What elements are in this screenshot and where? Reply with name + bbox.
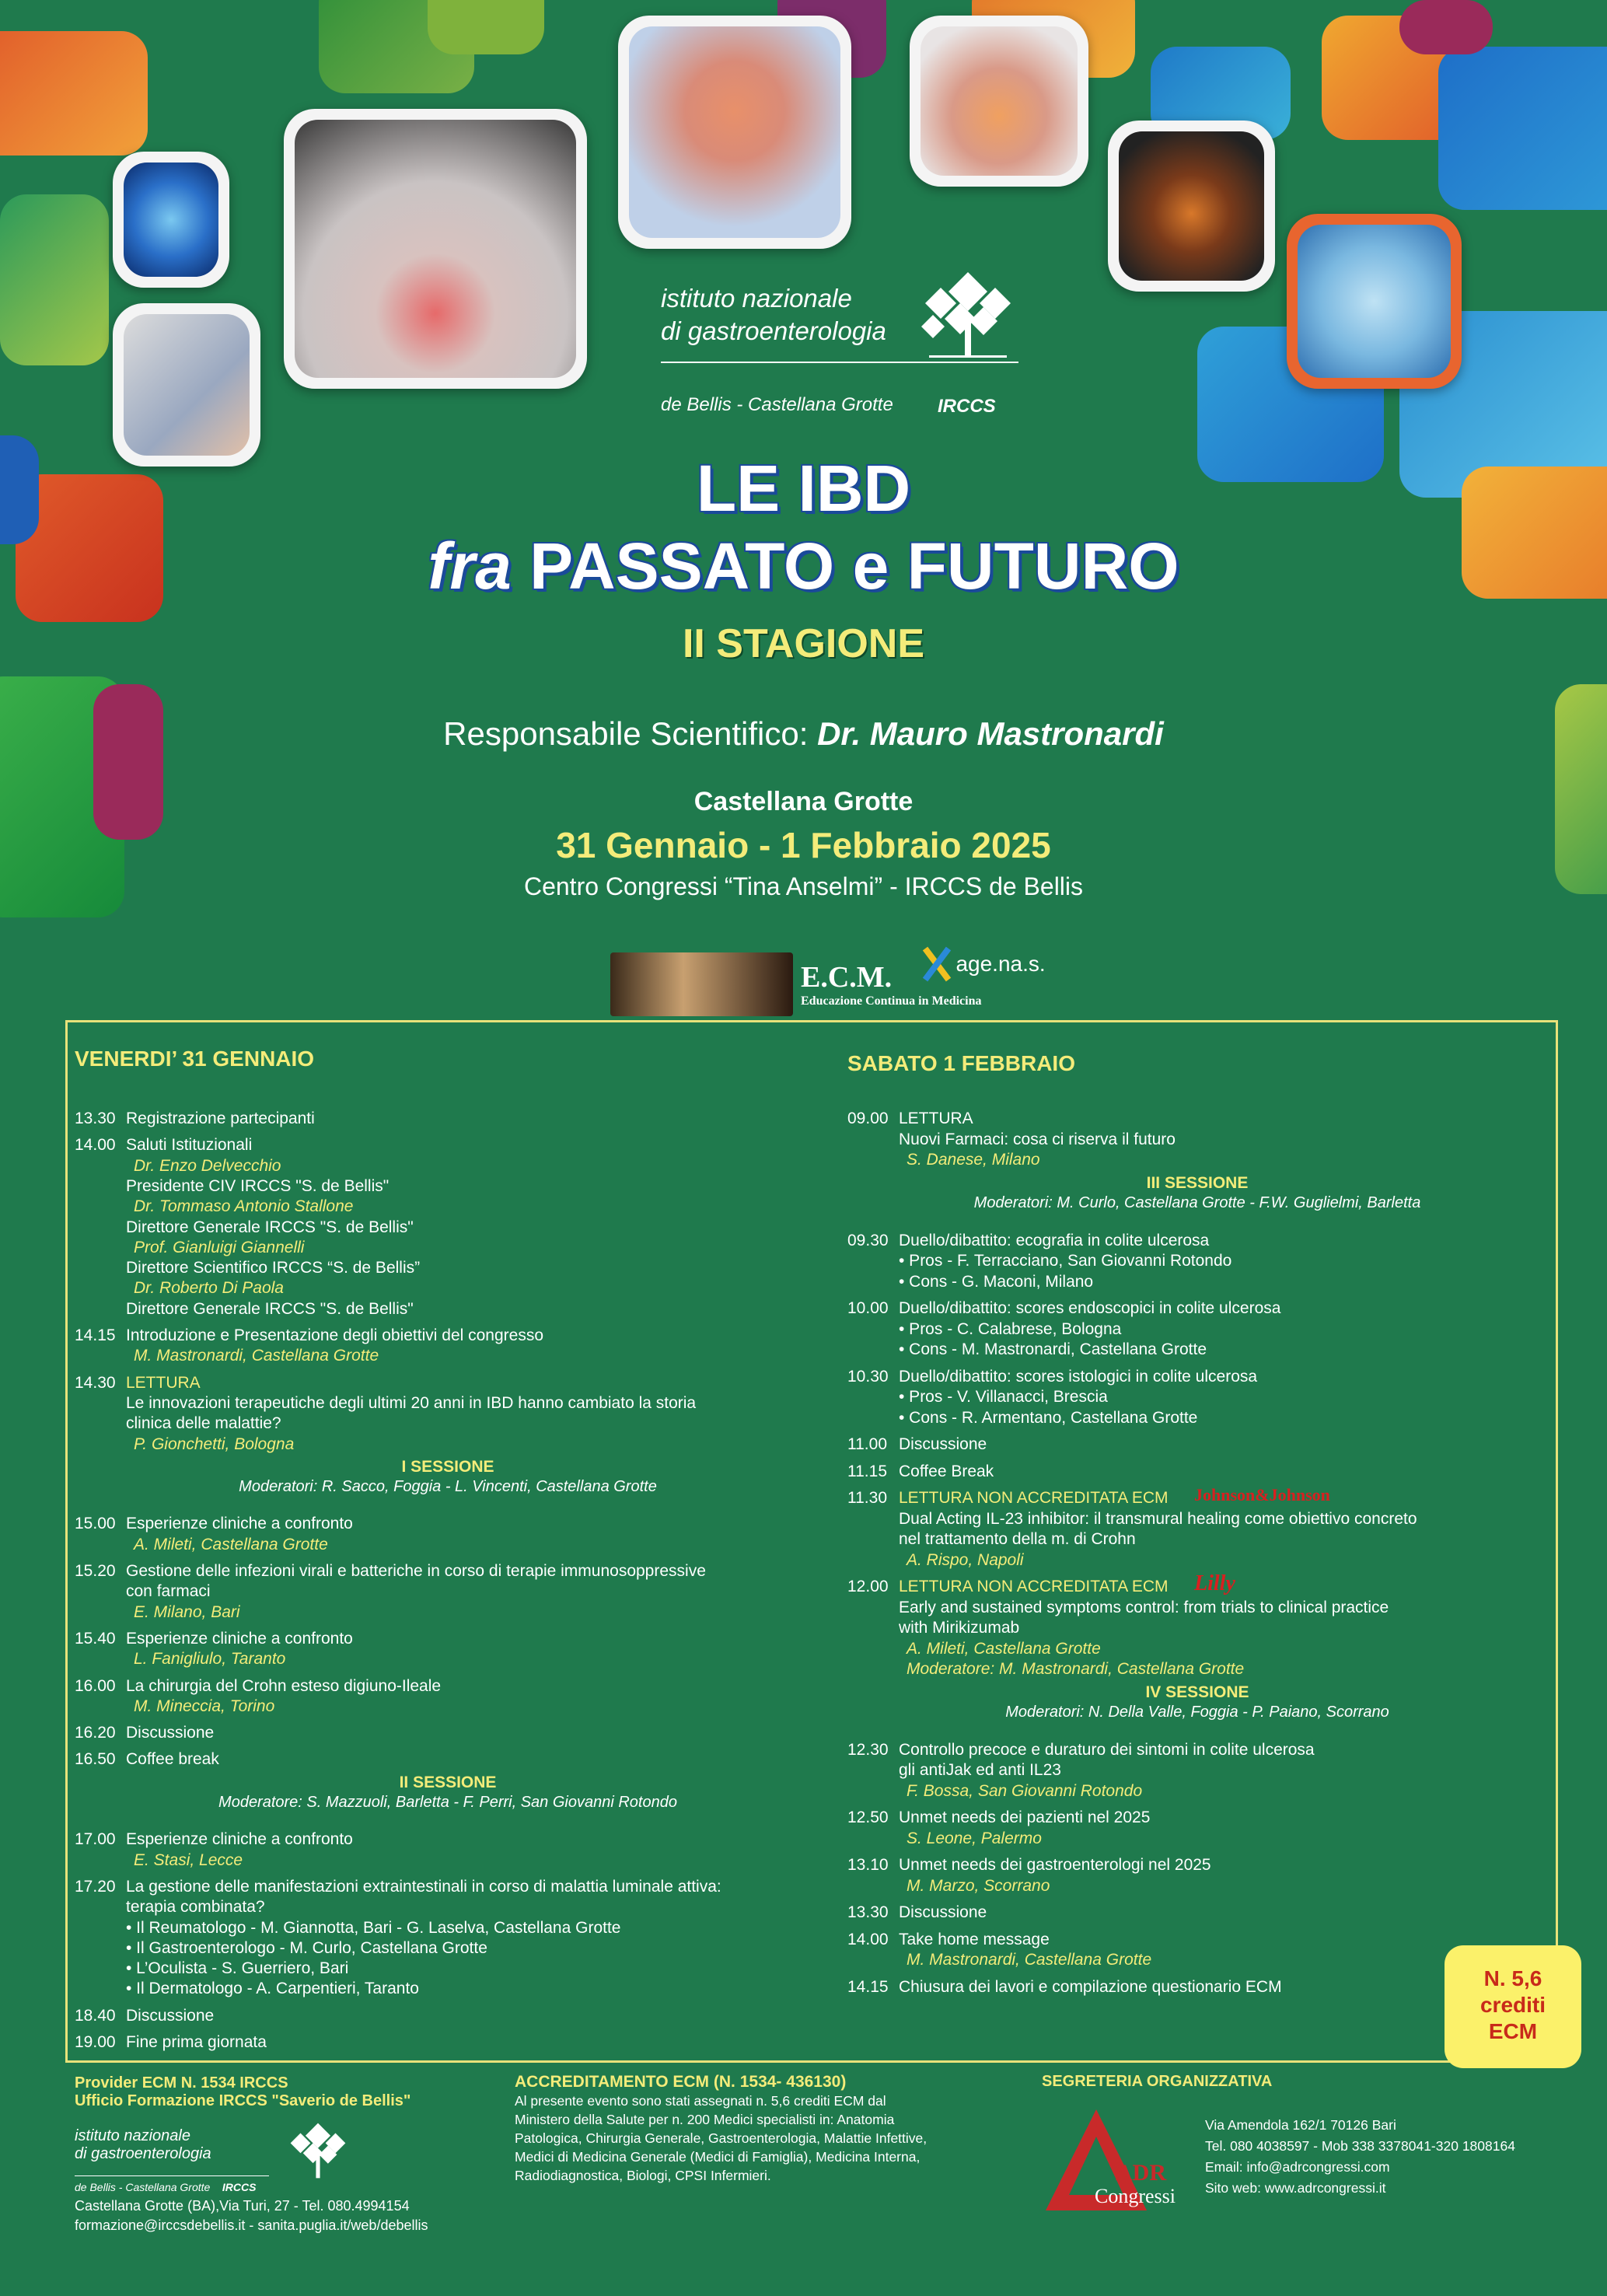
schedule-row bbox=[75, 1877, 821, 1897]
schedule-time: 15.20 bbox=[75, 1562, 116, 1580]
photo-ultrasound bbox=[113, 303, 260, 467]
schedule-row bbox=[75, 1723, 821, 1743]
schedule-text: Saluti Istituzionali bbox=[126, 1136, 253, 1155]
schedule-row bbox=[75, 1299, 821, 1319]
schedule-row bbox=[75, 1561, 821, 1581]
schedule-row bbox=[75, 1897, 821, 1917]
schedule-row bbox=[75, 1373, 821, 1393]
schedule-time: 14.15 bbox=[847, 1977, 889, 1996]
schedule-text: M. Mastronardi, Castellana Grotte bbox=[134, 1347, 379, 1365]
schedule-text: Nuovi Farmaci: cosa ci riserva il futuro bbox=[899, 1130, 1176, 1148]
schedule-time: 16.00 bbox=[75, 1676, 116, 1695]
photo-stomach-pain bbox=[910, 16, 1088, 187]
schedule-text: • Pros - V. Villanacci, Brescia bbox=[899, 1388, 1108, 1406]
schedule-text: • Cons - R. Armentano, Castellana Grotte bbox=[899, 1408, 1198, 1427]
schedule-row bbox=[847, 1509, 1547, 1530]
schedule-time: 13.10 bbox=[847, 1856, 889, 1874]
responsible-name: Dr. Mauro Mastronardi bbox=[817, 715, 1164, 752]
schedule-text: Dual Acting IL-23 inhibitor: il transmural healing come obiettivo concreto bbox=[899, 1509, 1417, 1528]
schedule-row bbox=[75, 1197, 821, 1217]
schedule-text: Chiusura dei lavori e compilazione questionario ECM bbox=[899, 1977, 1282, 1996]
schedule-text: A. Rispo, Napoli bbox=[907, 1550, 1024, 1569]
schedule-row bbox=[75, 1346, 821, 1366]
schedule-row bbox=[75, 1979, 821, 1999]
schedule-text: F. Bossa, San Giovanni Rotondo bbox=[907, 1781, 1143, 1800]
secretariat-line: Via Amendola 162/1 70126 Bari bbox=[1205, 2117, 1396, 2133]
footer-provider bbox=[75, 2074, 510, 2234]
schedule-text: nel trattamento della m. di Crohn bbox=[899, 1530, 1136, 1548]
schedule-row bbox=[847, 1462, 1547, 1483]
schedule-row bbox=[847, 1340, 1547, 1361]
schedule-text: Duello/dibattito: scores endoscopici in colite ulcerosa bbox=[899, 1299, 1281, 1317]
deco-tile bbox=[0, 31, 148, 156]
schedule-text: Prof. Gianluigi Giannelli bbox=[134, 1238, 305, 1256]
title-season: II STAGIONE bbox=[682, 621, 925, 666]
schedule-row bbox=[847, 1950, 1547, 1971]
schedule-row bbox=[847, 1760, 1547, 1781]
schedule-row bbox=[75, 1918, 821, 1938]
title-passato-futuro: PASSATO e FUTURO bbox=[529, 529, 1179, 603]
adr-logo bbox=[1042, 2106, 1197, 2222]
credits-badge bbox=[1445, 1945, 1581, 2068]
schedule-text: M. Mineccia, Torino bbox=[134, 1697, 275, 1715]
schedule-row bbox=[75, 1258, 821, 1278]
provider-address: Castellana Grotte (BA),Via Turi, 27 - Tel. 080.4994154 bbox=[75, 2198, 410, 2214]
schedule-time: 14.30 bbox=[75, 1373, 116, 1392]
schedule-text: Duello/dibattito: scores istologici in colite ulcerosa bbox=[899, 1367, 1258, 1386]
schedule-row bbox=[847, 1408, 1547, 1429]
event-dates: 31 Gennaio - 1 Febbraio 2025 bbox=[556, 825, 1051, 865]
session-title: I SESSIONE bbox=[401, 1457, 494, 1476]
schedule-text: Fine prima giornata bbox=[126, 2033, 267, 2051]
schedule-text: Discussione bbox=[126, 1724, 215, 1742]
schedule-text: Controllo precoce e duraturo dei sintomi in colite ulcerosa bbox=[899, 1740, 1315, 1759]
schedule-row bbox=[75, 1109, 821, 1129]
footer-secretariat bbox=[1042, 2073, 1586, 2228]
schedule-row bbox=[847, 1298, 1547, 1319]
schedule-text: A. Mileti, Castellana Grotte bbox=[907, 1639, 1101, 1658]
schedule-text: terapia combinata? bbox=[126, 1898, 265, 1917]
ecm-image bbox=[610, 952, 793, 1016]
accreditation-line: Ministero della Salute per n. 200 Medici specialisti in: Anatomia bbox=[515, 2112, 895, 2127]
schedule-text: • Cons - M. Mastronardi, Castellana Grotte bbox=[899, 1340, 1207, 1358]
schedule-row bbox=[847, 1231, 1547, 1252]
title-fra: fra bbox=[428, 529, 512, 603]
schedule-time: 11.00 bbox=[847, 1435, 887, 1453]
session-title: III SESSIONE bbox=[1146, 1173, 1249, 1192]
footer-accreditation bbox=[515, 2073, 989, 2185]
schedule-row bbox=[847, 1435, 1547, 1456]
schedule-row bbox=[847, 1930, 1547, 1951]
schedule-text: Dr. Enzo Delvecchio bbox=[134, 1156, 281, 1175]
schedule-text: Unmet needs dei pazienti nel 2025 bbox=[899, 1808, 1151, 1826]
schedule-row bbox=[847, 1829, 1547, 1850]
session-moderators: Moderatori: R. Sacco, Foggia - L. Vincenti, Castellana Grotte bbox=[239, 1478, 657, 1496]
ecm-title: E.C.M. bbox=[801, 961, 893, 994]
provider-line1: Provider ECM N. 1534 IRCCS bbox=[75, 2074, 288, 2092]
schedule-row bbox=[75, 1535, 821, 1555]
schedule-text: Direttore Generale IRCCS "S. de Bellis" bbox=[126, 1299, 414, 1318]
schedule-text: • Pros - C. Calabrese, Bologna bbox=[899, 1319, 1122, 1338]
schedule-time: 15.40 bbox=[75, 1629, 116, 1648]
tree-icon bbox=[914, 268, 1022, 362]
schedule-row bbox=[75, 1581, 821, 1602]
schedule-time: 15.00 bbox=[75, 1515, 116, 1533]
schedule-row bbox=[75, 1135, 821, 1155]
schedule-time: 17.00 bbox=[75, 1830, 116, 1849]
deco-tile bbox=[1438, 47, 1607, 210]
agenas-logo bbox=[921, 945, 1046, 984]
schedule-row bbox=[75, 1414, 821, 1434]
schedule-text: con farmaci bbox=[126, 1582, 211, 1601]
session-moderators: Moderatori: N. Della Valle, Foggia - P. Paiano, Scorrano bbox=[1005, 1704, 1389, 1721]
schedule-row bbox=[75, 1278, 821, 1298]
schedule-time: 16.50 bbox=[75, 1750, 116, 1769]
schedule-row bbox=[847, 1659, 1547, 1680]
schedule-text: Introduzione e Presentazione degli obiettivi del congresso bbox=[126, 1326, 544, 1344]
secretariat-website[interactable]: Sito web: www.adrcongressi.it bbox=[1205, 2180, 1386, 2196]
schedule-row bbox=[75, 1676, 821, 1697]
schedule-row bbox=[847, 1740, 1547, 1761]
schedule-row bbox=[75, 1393, 821, 1414]
event-venue: Centro Congressi “Tina Anselmi” - IRCCS de Bellis bbox=[523, 872, 1084, 900]
schedule-text: La gestione delle manifestazioni extraintestinali in corso di malattia luminale attiva: bbox=[126, 1877, 721, 1896]
schedule-text: LETTURA NON ACCREDITATA ECM bbox=[899, 1489, 1169, 1507]
schedule-text: Direttore Generale IRCCS "S. de Bellis" bbox=[126, 1218, 414, 1236]
schedule-text: with Mirikizumab bbox=[899, 1619, 1020, 1637]
schedule-text: LETTURA bbox=[126, 1373, 201, 1392]
schedule-time: 11.30 bbox=[847, 1489, 887, 1507]
deco-tile bbox=[0, 194, 109, 365]
schedule-row bbox=[75, 1176, 821, 1197]
responsible-label: Responsabile Scientifico: bbox=[443, 715, 809, 752]
session-title: IV SESSIONE bbox=[1145, 1683, 1249, 1701]
schedule-time: 10.30 bbox=[847, 1367, 889, 1386]
ecm-subtitle: Educazione Continua in Medicina bbox=[801, 994, 982, 1008]
photo-intestine-xray bbox=[113, 152, 229, 288]
schedule-row bbox=[847, 1977, 1547, 1998]
schedule-text: LETTURA NON ACCREDITATA ECM bbox=[899, 1578, 1169, 1595]
schedule-row bbox=[847, 1130, 1547, 1151]
schedule-row bbox=[847, 1903, 1547, 1924]
schedule-time: 10.00 bbox=[847, 1299, 889, 1317]
schedule-row bbox=[847, 1876, 1547, 1897]
accreditation-title: ACCREDITAMENTO ECM (N. 1534- 436130) bbox=[515, 2073, 847, 2091]
institute-name-line3: de Bellis - Castellana Grotte bbox=[661, 394, 893, 415]
schedule-time: 12.50 bbox=[847, 1808, 889, 1826]
schedule-time: 13.30 bbox=[847, 1903, 889, 1921]
accreditation-line: Medici di Medicina Generale (Medici di Famiglia), Medicina Interna, bbox=[515, 2149, 921, 2165]
schedule-text: L. Fanigliulo, Taranto bbox=[134, 1650, 286, 1669]
schedule-text: P. Gionchetti, Bologna bbox=[134, 1435, 295, 1453]
photo-abdominal-pain bbox=[284, 109, 587, 389]
schedule-text: S. Leone, Palermo bbox=[907, 1829, 1042, 1847]
schedule-row bbox=[847, 1109, 1547, 1130]
sponsor-logo: Johnson&Johnson bbox=[1194, 1485, 1330, 1504]
schedule-row bbox=[75, 1850, 821, 1871]
day2-title: SABATO 1 FEBBRAIO bbox=[847, 1051, 1075, 1075]
schedule-row bbox=[75, 1602, 821, 1623]
photo-digestive-organs bbox=[618, 16, 851, 249]
schedule-row bbox=[75, 1959, 821, 1979]
schedule-row bbox=[847, 1618, 1547, 1639]
schedule-time: 18.40 bbox=[75, 2006, 116, 2025]
event-city: Castellana Grotte bbox=[693, 787, 914, 816]
schedule-text: E. Stasi, Lecce bbox=[134, 1850, 243, 1869]
schedule-row bbox=[847, 1781, 1547, 1802]
provider-line2: Ufficio Formazione IRCCS "Saverio de Bellis" bbox=[75, 2092, 411, 2109]
schedule-text: Moderatore: M. Mastronardi, Castellana Grotte bbox=[907, 1660, 1245, 1678]
schedule-row bbox=[75, 2006, 821, 2026]
accreditation-line: Patologica, Chirurgia Generale, Gastroenterologia, Malattie Infettive, bbox=[515, 2130, 928, 2146]
schedule-text: Discussione bbox=[899, 1435, 987, 1453]
schedule-row bbox=[75, 1749, 821, 1770]
schedule-text: La chirurgia del Crohn esteso digiuno-Ileale bbox=[126, 1676, 442, 1695]
secretariat-email[interactable]: Email: info@adrcongressi.com bbox=[1205, 2159, 1390, 2175]
schedule-time: 14.15 bbox=[75, 1326, 116, 1344]
secretariat-line: Tel. 080 4038597 - Mob 338 3378041-320 1808164 bbox=[1205, 2138, 1515, 2154]
schedule-text: Discussione bbox=[126, 2006, 215, 2025]
schedule-row bbox=[75, 1629, 821, 1649]
schedule-row bbox=[847, 1639, 1547, 1660]
schedule-text: • Il Dermatologo - A. Carpentieri, Taranto bbox=[126, 1980, 419, 1998]
day1-schedule bbox=[75, 1109, 821, 2050]
schedule-text: • Pros - F. Terracciano, San Giovanni Rotondo bbox=[899, 1252, 1232, 1270]
institute-logo bbox=[661, 284, 1026, 424]
schedule-text: Le innovazioni terapeutiche degli ultimi 20 anni in IBD hanno cambiato la storia bbox=[126, 1393, 697, 1412]
schedule-time: 16.20 bbox=[75, 1724, 116, 1742]
schedule-time: 17.20 bbox=[75, 1877, 116, 1896]
schedule-row bbox=[847, 1150, 1547, 1171]
schedule-text: • Il Reumatologo - M. Giannotta, Bari - G. Laselva, Castellana Grotte bbox=[126, 1918, 621, 1937]
schedule-row bbox=[75, 1697, 821, 1717]
schedule-row bbox=[75, 1156, 821, 1176]
schedule-time: 14.00 bbox=[75, 1136, 116, 1155]
photo-intestine-blue bbox=[1287, 214, 1462, 389]
schedule-text: Dr. Roberto Di Paola bbox=[134, 1279, 284, 1298]
adr-text: ADR bbox=[1116, 2160, 1166, 2186]
schedule-text: Esperienze cliniche a confronto bbox=[126, 1830, 353, 1849]
schedule-time: 19.00 bbox=[75, 2033, 116, 2051]
schedule-time: 09.30 bbox=[847, 1231, 889, 1249]
schedule-row bbox=[847, 1598, 1547, 1619]
session-moderators: Moderatore: S. Mazzuoli, Barletta - F. Perri, San Giovanni Rotondo bbox=[218, 1794, 677, 1811]
schedule-text: Duello/dibattito: ecografia in colite ulcerosa bbox=[899, 1231, 1210, 1249]
schedule-row bbox=[75, 1829, 821, 1850]
title-line1: LE IBD bbox=[696, 452, 911, 525]
provider-contacts: formazione@irccsdebellis.it - sanita.puglia.it/web/debellis bbox=[75, 2217, 428, 2233]
sponsor-logo: Lilly bbox=[1194, 1571, 1235, 1595]
schedule-time: 14.00 bbox=[847, 1930, 889, 1948]
photo-intestine-scan bbox=[1108, 121, 1275, 292]
provider-institute-line2: di gastroenterologia bbox=[75, 2145, 211, 2162]
schedule-time: 09.00 bbox=[847, 1110, 889, 1127]
schedule-text: Take home message bbox=[899, 1930, 1050, 1948]
provider-institute-line3: de Bellis - Castellana Grotte IRCCS bbox=[75, 2181, 257, 2193]
schedule-text: Registrazione partecipanti bbox=[126, 1110, 315, 1127]
schedule-time: 12.30 bbox=[847, 1740, 889, 1759]
credits-line1: N. 5,6 bbox=[1483, 1966, 1542, 1990]
schedule-text: gli antiJak ed anti IL23 bbox=[899, 1761, 1061, 1779]
schedule-text: Coffee break bbox=[126, 1750, 219, 1769]
agenas-text: age.na.s. bbox=[955, 952, 1046, 976]
session-moderators: Moderatori: M. Curlo, Castellana Grotte - F.W. Guglielmi, Barletta bbox=[973, 1194, 1421, 1211]
congressi-text: Congressi bbox=[1095, 2185, 1176, 2207]
schedule-row bbox=[847, 1251, 1547, 1272]
schedule-time: 13.30 bbox=[75, 1110, 116, 1127]
schedule-row bbox=[847, 1855, 1547, 1876]
schedule-row bbox=[847, 1387, 1547, 1408]
schedule-row bbox=[847, 1550, 1547, 1571]
schedule-row bbox=[847, 1319, 1547, 1340]
schedule-row bbox=[75, 1218, 821, 1238]
schedule-row bbox=[75, 2032, 821, 2053]
deco-tile bbox=[1399, 0, 1493, 54]
provider-institute-line1: istituto nazionale bbox=[75, 2127, 190, 2144]
accreditation-line: Radiodiagnostica, Biologi, CPSI Infermieri. bbox=[515, 2168, 771, 2183]
schedule-time: 11.15 bbox=[847, 1462, 887, 1480]
schedule-row bbox=[847, 1272, 1547, 1293]
credits-line2: crediti bbox=[1479, 1993, 1546, 2017]
agenas-icon bbox=[921, 945, 952, 984]
schedule-row bbox=[75, 1238, 821, 1258]
day2-schedule bbox=[847, 1109, 1547, 2026]
schedule-row bbox=[847, 1367, 1547, 1388]
credits-line3: ECM bbox=[1488, 2019, 1538, 2043]
schedule-text: Presidente CIV IRCCS "S. de Bellis" bbox=[126, 1176, 390, 1195]
institute-irccs: IRCCS bbox=[938, 396, 996, 417]
institute-name-line1: istituto nazionale bbox=[661, 284, 852, 313]
schedule-text: • L’Oculista - S. Guerriero, Bari bbox=[126, 1959, 349, 1978]
secretariat-address bbox=[1205, 2115, 1515, 2199]
deco-tile bbox=[428, 0, 544, 54]
schedule-text: clinica delle malattie? bbox=[126, 1414, 281, 1433]
accreditation-line: Al presente evento sono stati assegnati n. 5,6 crediti ECM dal bbox=[515, 2093, 886, 2109]
schedule-text: Dr. Tommaso Antonio Stallone bbox=[134, 1197, 354, 1216]
schedule-text: Esperienze cliniche a confronto bbox=[126, 1515, 353, 1533]
schedule-row bbox=[847, 1808, 1547, 1829]
schedule-row bbox=[75, 1435, 821, 1455]
schedule-text: Early and sustained symptoms control: from trials to clinical practice bbox=[899, 1598, 1389, 1616]
schedule-text: Coffee Break bbox=[899, 1462, 994, 1480]
schedule-row bbox=[847, 1529, 1547, 1550]
schedule-text: M. Marzo, Scorrano bbox=[907, 1876, 1050, 1895]
schedule-row bbox=[75, 1938, 821, 1959]
schedule-row bbox=[75, 1649, 821, 1669]
responsible bbox=[0, 715, 1607, 753]
schedule-text: S. Danese, Milano bbox=[907, 1151, 1040, 1169]
schedule-text: A. Mileti, Castellana Grotte bbox=[134, 1535, 328, 1553]
schedule-text: Discussione bbox=[899, 1903, 987, 1921]
schedule-text: • Il Gastroenterologo - M. Curlo, Castellana Grotte bbox=[126, 1938, 487, 1957]
schedule-text: Unmet needs dei gastroenterologi nel 2025 bbox=[899, 1856, 1211, 1874]
day1-title: VENERDI’ 31 GENNAIO bbox=[75, 1047, 315, 1071]
schedule-text: E. Milano, Bari bbox=[134, 1602, 240, 1621]
schedule-row bbox=[847, 1571, 1547, 1598]
schedule-row bbox=[847, 1485, 1547, 1509]
schedule-text: Gestione delle infezioni virali e batteriche in corso di terapie immunosoppressive bbox=[126, 1562, 706, 1580]
institute-name-line2: di gastroenterologia bbox=[661, 316, 886, 345]
schedule-row bbox=[75, 1326, 821, 1346]
secretariat-title: SEGRETERIA ORGANIZZATIVA bbox=[1042, 2073, 1273, 2090]
session-title: II SESSIONE bbox=[399, 1773, 497, 1791]
tree-icon bbox=[283, 2120, 353, 2182]
schedule-time: 12.00 bbox=[847, 1578, 889, 1595]
schedule-text: • Cons - G. Maconi, Milano bbox=[899, 1272, 1094, 1291]
title-line2 bbox=[0, 529, 1607, 604]
schedule-text: M. Mastronardi, Castellana Grotte bbox=[907, 1951, 1152, 1969]
schedule-row bbox=[75, 1514, 821, 1534]
schedule-text: Esperienze cliniche a confronto bbox=[126, 1629, 353, 1648]
schedule-text: LETTURA bbox=[899, 1110, 973, 1127]
schedule-text: Direttore Scientifico IRCCS “S. de Bellis” bbox=[126, 1259, 421, 1277]
